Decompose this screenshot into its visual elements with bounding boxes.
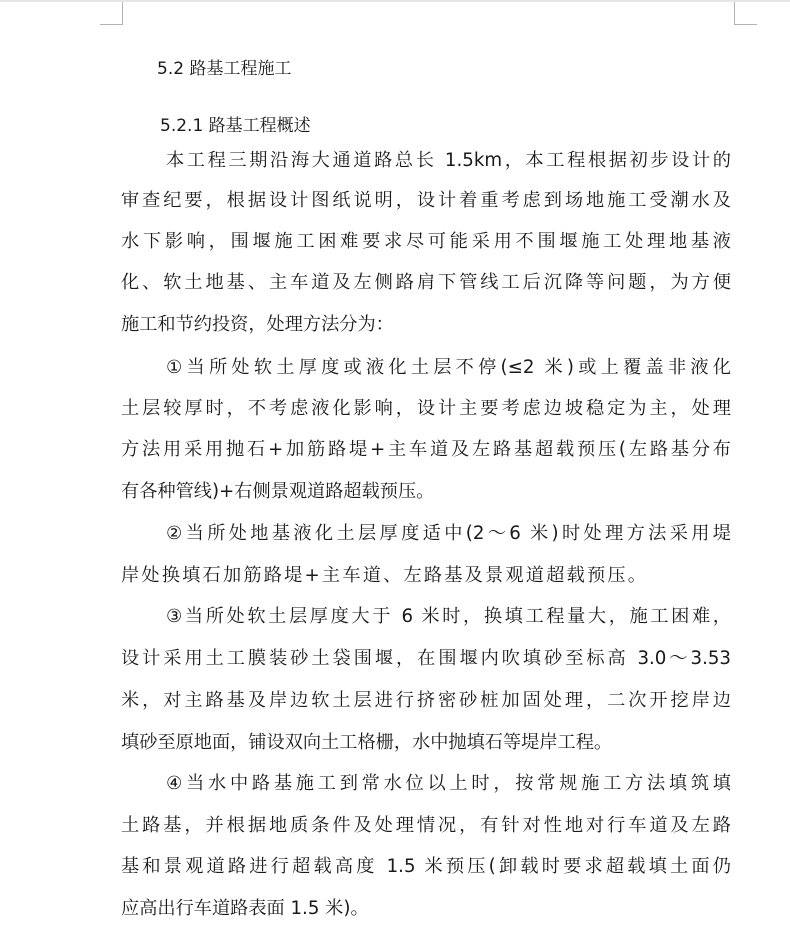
margin-corner-mark-right — [734, 2, 757, 25]
paragraph-2-line-1: ①当所处软土厚度或液化土层不停(≤2 米)或上覆盖非液化 — [166, 357, 731, 378]
paragraph-2-line-2: 土层较厚时，不考虑液化影响，设计主要考虑边坡稳定为主，处理 — [121, 398, 731, 419]
paragraph-3-line-1: ②当所处地基液化土层厚度适中(2～6 米)时处理方法采用堤 — [166, 523, 731, 544]
paragraph-4-line-1: ③当所处软土层厚度大于 6 米时，换填工程量大，施工困难， — [166, 606, 731, 627]
paragraph-1-line-1: 本工程三期沿海大通道路总长 1.5km，本工程根据初步设计的 — [166, 150, 731, 171]
paragraph-1-line-4: 化、软土地基、主车道及左侧路肩下管线工后沉降等问题，为方便 — [121, 272, 731, 293]
paragraph-5-line-2: 土路基，并根据地质条件及处理情况，有针对性地对行车道及左路 — [121, 815, 731, 836]
paragraph-4-line-3: 米，对主路基及岸边软土层进行挤密砂桩加固处理，二次开挖岸边 — [121, 690, 731, 711]
paragraph-1-line-2: 审查纪要，根据设计图纸说明，设计着重考虑到场地施工受潮水及 — [121, 190, 731, 211]
paragraph-4-line-2: 设计采用土工膜装砂土袋围堰，在围堰内吹填砂至标高 3.0～3.53 — [121, 648, 731, 669]
paragraph-1-line-3: 水下影响，围堰施工困难要求尽可能采用不围堰施工处理地基液 — [121, 231, 731, 252]
paragraph-4-line-4: 填砂至原地面，铺设双向土工格栅，水中抛填石等堤岸工程。 — [121, 732, 613, 753]
paragraph-5-line-1: ④当水中路基施工到常水位以上时，按常规施工方法填筑填 — [166, 773, 731, 794]
paragraph-2-line-3: 方法用采用抛石+加筋路堤+主车道及左路基超载预压(左路基分布 — [121, 439, 731, 460]
paragraph-2-line-4: 有各种管线)+右侧景观道路超载预压。 — [121, 481, 435, 502]
paragraph-3-line-2: 岸处换填石加筋路堤+主车道、左路基及景观道超载预压。 — [121, 565, 649, 586]
section-heading: 5.2 路基工程施工 — [157, 59, 292, 79]
subsection-heading: 5.2.1 路基工程概述 — [160, 116, 311, 136]
paragraph-5-line-4: 应高出行车道路表面 1.5 米)。 — [121, 898, 369, 919]
margin-corner-mark-left — [100, 2, 123, 25]
paragraph-5-line-3: 基和景观道路进行超载高度 1.5 米预压(卸载时要求超载填土面仍 — [121, 856, 731, 877]
paragraph-1-line-5: 施工和节约投资，处理方法分为： — [121, 314, 394, 335]
